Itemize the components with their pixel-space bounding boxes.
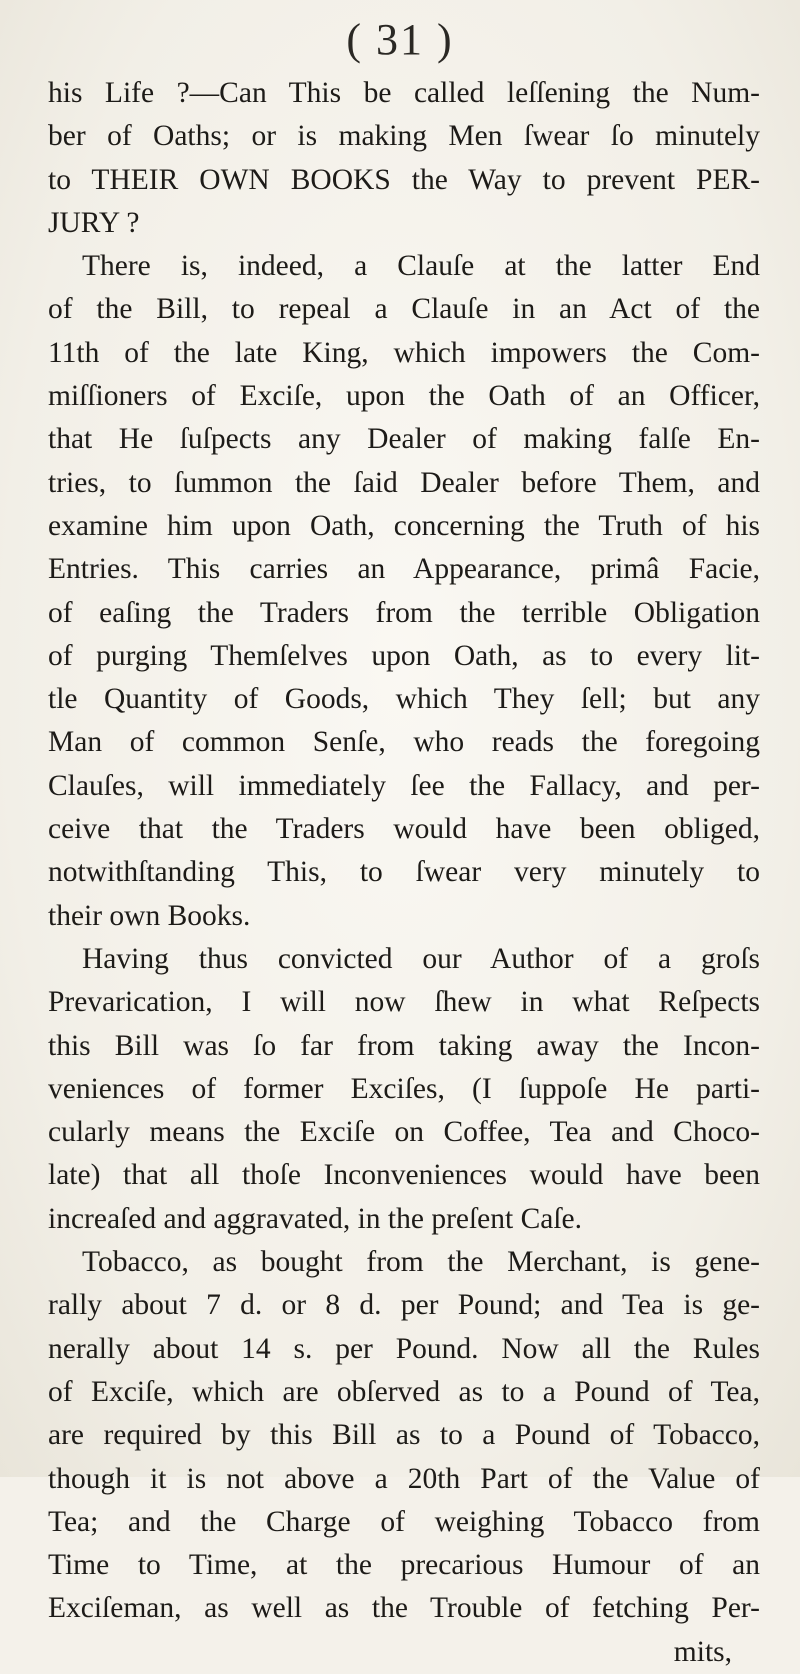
text-line: Having thus convicted our Author of a groſs xyxy=(82,942,760,975)
text-line: this Bill was ſo far from taking away the Incon- xyxy=(48,1029,760,1062)
page-number: ( 31 ) xyxy=(346,15,454,64)
text-line: Clauſes, will immediately ſee the Fallacy, and per- xyxy=(48,769,760,802)
text-line: Entries. This carries an Appearance, primâ Facie, xyxy=(48,553,760,586)
text-line: JURY ? xyxy=(48,206,140,239)
text-line: 11th of the late King, which impowers the Com- xyxy=(48,336,760,369)
text-line: rally about 7 d. or 8 d. per Pound; and Tea is ge- xyxy=(48,1289,760,1322)
text-line: veniences of former Exciſes, (I ſuppoſe He parti- xyxy=(48,1072,760,1105)
text-line: Man of common Senſe, who reads the foregoing xyxy=(48,726,760,759)
text-line: ceive that the Traders would have been obliged, xyxy=(48,813,760,846)
text-line: ber of Oaths; or is making Men ſwear ſo minutely xyxy=(48,120,760,153)
text-line: increaſed and aggravated, in the preſent Caſe. xyxy=(48,1202,583,1235)
text-line: Tea; and the Charge of weighing Tobacco from xyxy=(48,1505,760,1538)
catchword: mits, xyxy=(673,1635,732,1668)
text-line: Exciſeman, as well as the Trouble of fetching Per- xyxy=(48,1592,760,1625)
text-line: There is, indeed, a Clauſe at the latter End xyxy=(82,250,760,283)
text-line: of the Bill, to repeal a Clauſe in an Act of the xyxy=(48,293,760,326)
text-line: of eaſing the Traders from the terrible Obligation xyxy=(48,596,760,629)
text-line: Tobacco, as bought from the Merchant, is gene- xyxy=(82,1246,760,1279)
text-line: Time to Time, at the precarious Humour of an xyxy=(48,1549,760,1582)
text-line: tle Quantity of Goods, which They ſell; but any xyxy=(48,683,760,716)
text-line: of purging Themſelves upon Oath, as to every lit- xyxy=(48,639,760,672)
text-line: that He ſuſpects any Dealer of making falſe En- xyxy=(48,423,760,456)
text-line: tries, to ſummon the ſaid Dealer before Them, and xyxy=(48,466,760,499)
text-line: his Life ?—Can This be called leſſening the Num- xyxy=(48,77,760,109)
text-line: notwithſtanding This, to ſwear very minutely to xyxy=(48,856,760,889)
text-line: are required by this Bill as to a Pound of Tobacco, xyxy=(48,1419,760,1452)
text-line: examine him upon Oath, concerning the Truth of his xyxy=(48,509,760,542)
text-line: to THEIR OWN BOOKS the Way to prevent PER- xyxy=(48,163,760,196)
text-line: though it is not above a 20th Part of the Value of xyxy=(48,1462,760,1495)
body-text xyxy=(48,72,760,1674)
text-line: miſſioners of Exciſe, upon the Oath of an Officer, xyxy=(48,380,760,413)
text-line: late) that all thoſe Inconveniences would have been xyxy=(48,1159,760,1192)
text-line: of Exciſe, which are obſerved as to a Pound of Tea, xyxy=(48,1375,760,1408)
text-line: cularly means the Exciſe on Coffee, Tea and Choco- xyxy=(48,1116,760,1149)
text-line: Prevarication, I will now ſhew in what Reſpects xyxy=(48,986,760,1019)
text-line: their own Books. xyxy=(48,899,251,932)
text-line: nerally about 14 s. per Pound. Now all the Rules xyxy=(48,1332,760,1365)
